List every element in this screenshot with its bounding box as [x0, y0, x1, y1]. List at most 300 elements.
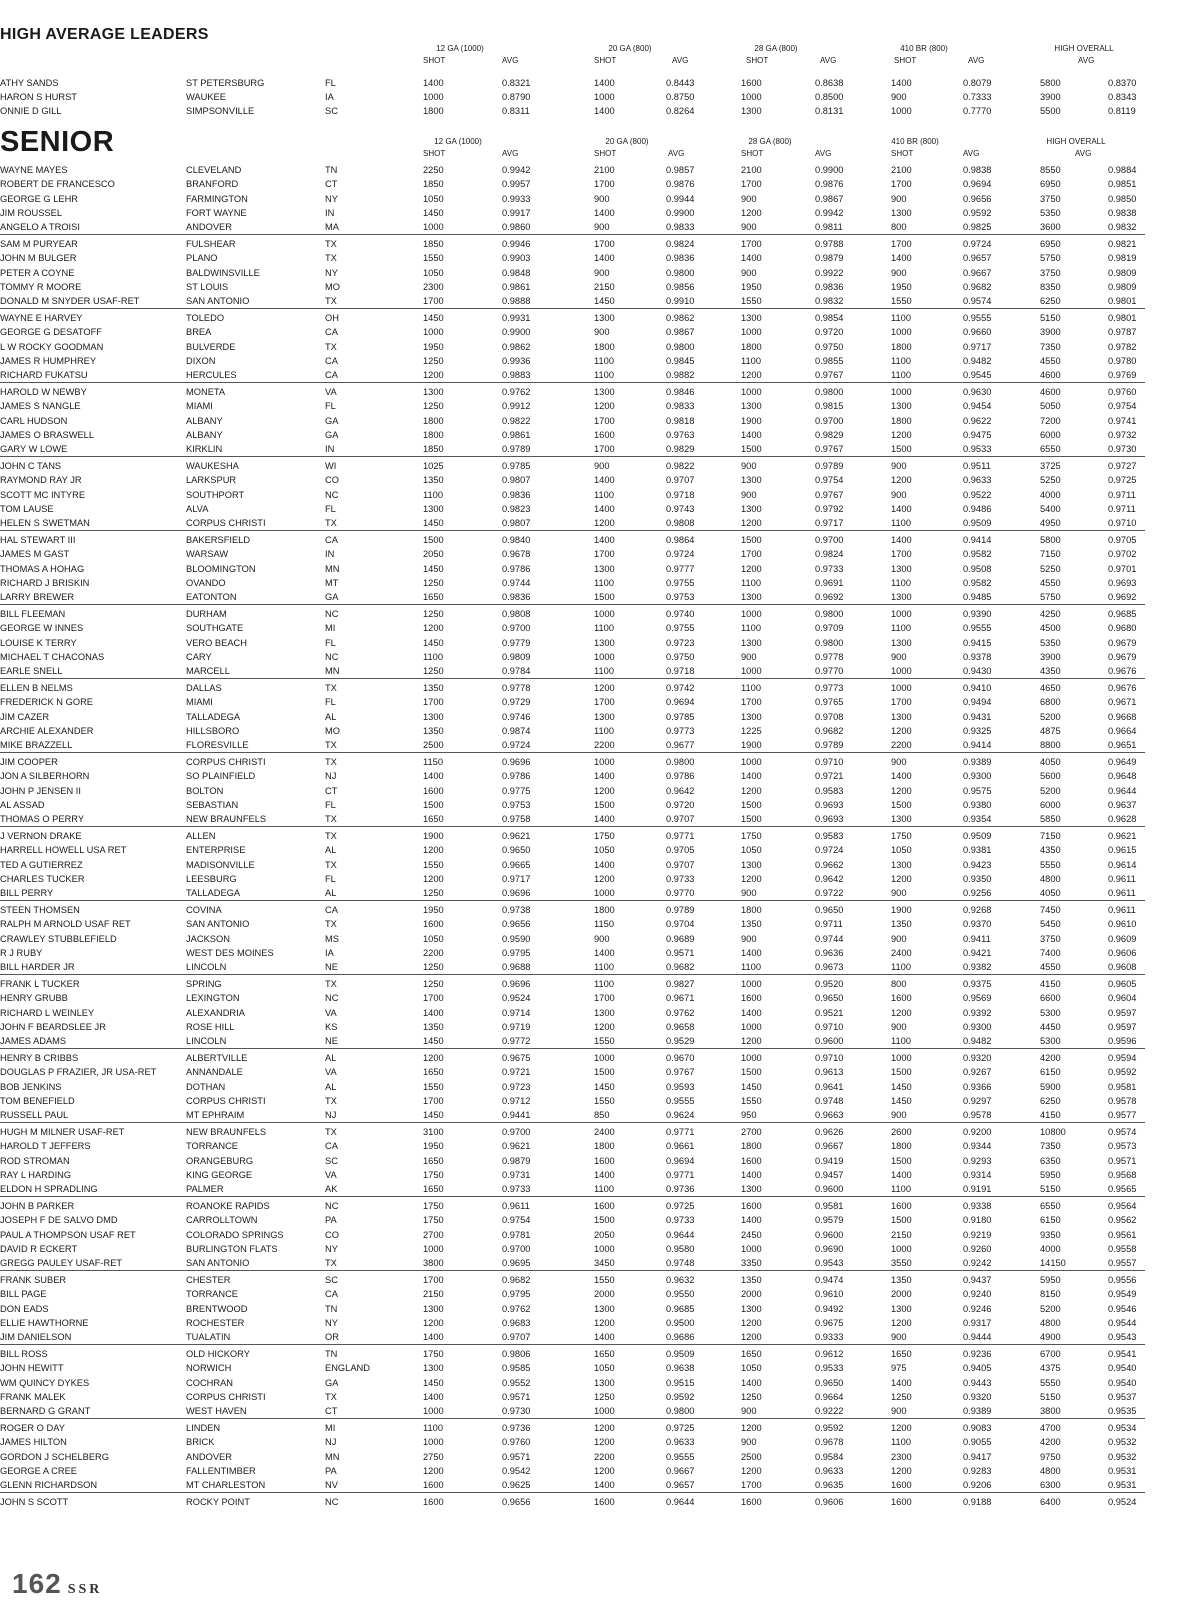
shot-12ga: 1750 [423, 1349, 444, 1359]
avg-12ga: 0.9730 [502, 1406, 531, 1417]
avg-28ga: 0.9600 [815, 1229, 844, 1240]
shooter-name: TOM BENEFIELD [0, 1095, 75, 1106]
shot-28ga: 1700 [741, 239, 762, 249]
avg-20ga: 0.8443 [666, 78, 695, 88]
avg-12ga: 0.9786 [502, 771, 531, 782]
shot-28ga: 1000 [741, 1243, 762, 1254]
shot-28ga: 1700 [741, 697, 762, 708]
shot-20ga: 1050 [594, 1363, 615, 1374]
avg-28ga: 0.9693 [815, 799, 844, 810]
avg-20ga: 0.9822 [666, 461, 695, 471]
avg-28ga: 0.9710 [815, 1021, 844, 1032]
table-row [0, 473, 1145, 487]
avg-410: 0.9454 [963, 401, 992, 412]
avg-28ga: 0.9690 [815, 1243, 844, 1254]
avg-overall: 0.9801 [1108, 313, 1137, 323]
avg-20ga: 0.9720 [666, 799, 695, 810]
avg-overall: 0.9574 [1108, 1127, 1137, 1137]
shooter-name: SAM M PURYEAR [0, 239, 78, 249]
avg-20ga: 0.9770 [666, 888, 695, 899]
shot-12ga: 2250 [423, 165, 444, 175]
shot-12ga: 2500 [423, 740, 444, 751]
avg-28ga: 0.9773 [815, 683, 844, 693]
header-shot: SHOT [423, 149, 446, 158]
shooter-name: CHARLES TUCKER [0, 873, 85, 884]
avg-20ga: 0.9633 [666, 1437, 695, 1448]
shot-12ga: 1650 [423, 814, 444, 825]
avg-20ga: 0.9845 [666, 355, 695, 366]
city: SOUTHPORT [186, 489, 245, 500]
shot-410: 1700 [891, 549, 912, 560]
avg-20ga: 0.9876 [666, 179, 695, 190]
avg-overall: 0.9568 [1108, 1169, 1137, 1180]
shot-28ga: 1200 [741, 1465, 762, 1476]
avg-410: 0.9421 [963, 947, 992, 958]
shooter-name: BILL FLEEMAN [0, 609, 66, 619]
avg-20ga: 0.9833 [666, 222, 695, 233]
shot-overall: 5750 [1040, 253, 1061, 264]
state: OR [325, 1332, 339, 1343]
shooter-name: CRAWLEY STUBBLEFIELD [0, 933, 117, 944]
shot-28ga: 2700 [741, 1127, 762, 1137]
table-row [0, 192, 1145, 206]
avg-overall: 0.8343 [1108, 92, 1137, 102]
header-avg: AVG [963, 149, 980, 158]
city: SPRING [186, 979, 222, 989]
avg-20ga: 0.9682 [666, 962, 695, 973]
shot-410: 1100 [891, 1036, 911, 1047]
shot-overall: 5950 [1040, 1275, 1061, 1285]
shot-12ga: 1700 [423, 1275, 444, 1285]
avg-28ga: 0.9675 [815, 1317, 844, 1328]
avg-overall: 0.9648 [1108, 771, 1137, 782]
shot-12ga: 1100 [423, 1423, 443, 1433]
city: ALVA [186, 503, 209, 514]
shot-12ga: 2700 [423, 1229, 444, 1240]
shot-28ga: 1100 [741, 577, 761, 588]
avg-overall: 0.9604 [1108, 993, 1137, 1004]
avg-28ga: 0.9867 [815, 193, 844, 204]
avg-20ga: 0.9742 [666, 683, 695, 693]
state: CA [325, 370, 338, 381]
avg-12ga: 0.9778 [502, 683, 531, 693]
shot-20ga: 1400 [594, 253, 615, 264]
avg-28ga: 0.9612 [815, 1349, 844, 1359]
shot-overall: 6550 [1040, 444, 1061, 455]
table-row [0, 1034, 1145, 1049]
avg-12ga: 0.9682 [502, 1275, 531, 1285]
table-row [0, 724, 1145, 738]
avg-overall: 0.9540 [1108, 1377, 1137, 1388]
shot-12ga: 2200 [423, 947, 444, 958]
header-shot: SHOT [594, 56, 617, 65]
shot-20ga: 1000 [594, 651, 615, 662]
shot-28ga: 1650 [741, 1349, 762, 1359]
avg-28ga: 0.9788 [815, 239, 844, 249]
avg-12ga: 0.9688 [502, 962, 531, 973]
city: ENTERPRISE [186, 845, 246, 856]
shot-20ga: 1300 [594, 1377, 615, 1388]
state: IA [325, 947, 334, 958]
city: MADISONVILLE [186, 859, 255, 870]
shooter-name: HARON S HURST [0, 92, 77, 102]
avg-12ga: 0.9656 [502, 1497, 531, 1507]
shot-20ga: 1400 [594, 78, 615, 88]
shooter-name: JON A SILBERHORN [0, 771, 90, 782]
shot-410: 1300 [891, 401, 912, 412]
state: NE [325, 1036, 338, 1047]
avg-overall: 0.9594 [1108, 1053, 1137, 1063]
shot-12ga: 1550 [423, 1081, 444, 1092]
state: CA [325, 1141, 338, 1152]
shot-28ga: 1400 [741, 253, 762, 264]
shot-overall: 4350 [1040, 666, 1061, 677]
shot-overall: 8350 [1040, 281, 1061, 292]
avg-410: 0.9633 [963, 475, 992, 486]
shot-20ga: 1400 [594, 106, 615, 116]
avg-12ga: 0.9753 [502, 799, 531, 810]
shot-12ga: 1400 [423, 1007, 444, 1018]
avg-28ga: 0.9691 [815, 577, 844, 588]
city: MARCELL [186, 666, 230, 677]
city: WEST DES MOINES [186, 947, 274, 958]
avg-28ga: 0.9832 [815, 296, 844, 307]
avg-overall: 0.9611 [1108, 888, 1136, 899]
state: CO [325, 1229, 339, 1240]
avg-28ga: 0.9520 [815, 979, 844, 989]
state: TN [325, 165, 338, 175]
city: LEESBURG [186, 873, 237, 884]
city: BALDWINSVILLE [186, 267, 260, 278]
state: FL [325, 503, 336, 514]
city: BLOOMINGTON [186, 563, 256, 574]
city: BREA [186, 327, 212, 338]
shot-28ga: 1050 [741, 1363, 762, 1374]
table-row [0, 163, 1145, 177]
avg-28ga: 0.9720 [815, 327, 844, 338]
shot-12ga: 1950 [423, 341, 444, 352]
table-row [0, 695, 1145, 709]
header-28ga: 28 GA (800) [754, 44, 798, 53]
avg-overall: 0.9780 [1108, 355, 1137, 366]
avg-20ga: 0.9773 [666, 725, 695, 736]
table-row [0, 1495, 1145, 1509]
avg-28ga: 0.9770 [815, 666, 844, 677]
avg-12ga: 0.9762 [502, 1303, 531, 1314]
shot-28ga: 1300 [741, 859, 762, 870]
table-row [0, 206, 1145, 220]
shooter-name: JOHN F BEARDSLEE JR [0, 1021, 106, 1032]
avg-410: 0.9293 [963, 1155, 992, 1166]
city: ALBANY [186, 429, 223, 440]
avg-20ga: 0.9771 [666, 1127, 695, 1137]
city: BULVERDE [186, 341, 236, 352]
state: KS [325, 1021, 338, 1032]
avg-12ga: 0.9807 [502, 518, 531, 529]
table-row [0, 872, 1145, 886]
avg-overall: 0.9592 [1108, 1067, 1137, 1078]
avg-410: 0.9444 [963, 1332, 992, 1343]
state: TN [325, 1349, 338, 1359]
city: BURLINGTON FLATS [186, 1243, 278, 1254]
state: GA [325, 429, 339, 440]
shot-12ga: 1300 [423, 711, 444, 722]
city: BRICK [186, 1437, 215, 1448]
avg-overall: 0.9581 [1108, 1081, 1137, 1092]
shot-28ga: 1200 [741, 207, 762, 218]
shot-overall: 5300 [1040, 1036, 1061, 1047]
avg-28ga: 0.9610 [815, 1289, 844, 1300]
avg-20ga: 0.9771 [666, 1169, 695, 1180]
shot-410: 1400 [891, 1377, 912, 1388]
avg-20ga: 0.9777 [666, 563, 695, 574]
avg-410: 0.9180 [963, 1215, 992, 1226]
shooter-name: FRANK L TUCKER [0, 979, 80, 989]
table-row [0, 932, 1145, 946]
table-row [0, 1125, 1145, 1139]
shot-overall: 4200 [1040, 1053, 1061, 1063]
avg-12ga: 0.9861 [502, 429, 531, 440]
shot-28ga: 1350 [741, 1275, 762, 1285]
state: MI [325, 1423, 336, 1433]
shot-28ga: 1800 [741, 905, 762, 915]
state: FL [325, 697, 336, 708]
state: MA [325, 222, 339, 233]
shooter-name: TOMMY R MOORE [0, 281, 82, 292]
avg-410: 0.9838 [963, 165, 992, 175]
table-row [0, 784, 1145, 798]
shooter-name: PAUL A THOMPSON USAF RET [0, 1229, 136, 1240]
shot-410: 1100 [891, 518, 911, 529]
shooter-name: GARY W LOWE [0, 444, 68, 455]
shot-20ga: 1700 [594, 239, 615, 249]
avg-410: 0.9630 [963, 387, 992, 397]
shot-overall: 4600 [1040, 370, 1061, 381]
shot-12ga: 1200 [423, 873, 444, 884]
shooter-name: DAVID R ECKERT [0, 1243, 78, 1254]
avg-overall: 0.9754 [1108, 401, 1137, 412]
table-row [0, 1154, 1145, 1168]
shot-410: 2000 [891, 1289, 912, 1300]
city: TALLADEGA [186, 711, 241, 722]
shot-28ga: 2000 [741, 1289, 762, 1300]
shot-20ga: 1200 [594, 683, 615, 693]
shot-410: 1400 [891, 253, 912, 264]
shot-12ga: 1500 [423, 799, 444, 810]
avg-28ga: 0.8131 [815, 106, 844, 116]
city: CORPUS CHRISTI [186, 757, 266, 767]
shooter-name: HELEN S SWETMAN [0, 518, 90, 529]
shot-20ga: 1100 [594, 666, 614, 677]
city: BRENTWOOD [186, 1303, 248, 1314]
state: FL [325, 799, 336, 810]
table-row [0, 829, 1145, 843]
shot-overall: 4500 [1040, 623, 1061, 634]
shot-overall: 3900 [1040, 651, 1061, 662]
shooter-name: RICHARD FUKATSU [0, 370, 88, 381]
shot-410: 800 [891, 979, 907, 989]
avg-12ga: 0.9696 [502, 979, 531, 989]
avg-28ga: 0.9811 [815, 222, 843, 233]
shot-20ga: 900 [594, 933, 610, 944]
shot-28ga: 1350 [741, 919, 762, 930]
avg-20ga: 0.9882 [666, 370, 695, 381]
shot-410: 2400 [891, 947, 912, 958]
shot-12ga: 1600 [423, 1480, 444, 1491]
shot-overall: 5200 [1040, 785, 1061, 796]
avg-410: 0.9260 [963, 1243, 992, 1254]
avg-12ga: 0.9785 [502, 461, 531, 471]
avg-410: 0.9511 [963, 461, 991, 471]
shooter-name: CARL HUDSON [0, 415, 68, 426]
shot-overall: 4800 [1040, 1465, 1061, 1476]
shot-28ga: 1300 [741, 475, 762, 486]
shot-20ga: 1700 [594, 993, 615, 1004]
avg-410: 0.9317 [963, 1317, 992, 1328]
shot-20ga: 1400 [594, 535, 615, 545]
shot-28ga: 1700 [741, 549, 762, 560]
state: TX [325, 239, 337, 249]
avg-410: 0.9375 [963, 979, 992, 989]
shot-410: 1300 [891, 563, 912, 574]
shot-overall: 9350 [1040, 1229, 1061, 1240]
city: DURHAM [186, 609, 227, 619]
avg-12ga: 0.9760 [502, 1437, 531, 1448]
avg-410: 0.9522 [963, 489, 992, 500]
table-row [0, 636, 1145, 650]
state: IN [325, 549, 335, 560]
avg-20ga: 0.9750 [666, 651, 695, 662]
avg-12ga: 0.9946 [502, 239, 531, 249]
avg-28ga: 0.9635 [815, 1480, 844, 1491]
shot-410: 3550 [891, 1258, 912, 1269]
table-row [0, 442, 1145, 457]
avg-28ga: 0.9824 [815, 549, 844, 560]
shot-12ga: 1450 [423, 563, 444, 574]
avg-12ga: 0.9611 [502, 1201, 530, 1211]
table-row [0, 977, 1145, 991]
table-row [0, 710, 1145, 724]
shot-28ga: 1300 [741, 711, 762, 722]
avg-12ga: 0.9903 [502, 253, 531, 264]
shot-28ga: 900 [741, 193, 757, 204]
shot-overall: 8550 [1040, 165, 1061, 175]
table-row [0, 576, 1145, 590]
shot-28ga: 1300 [741, 1184, 762, 1195]
state: TX [325, 1391, 337, 1402]
shot-20ga: 1100 [594, 577, 614, 588]
shot-20ga: 1500 [594, 592, 615, 603]
city: ST PETERSBURG [186, 78, 265, 88]
table-row [0, 798, 1145, 812]
shot-overall: 4650 [1040, 683, 1061, 693]
table-row [0, 414, 1145, 428]
avg-410: 0.9381 [963, 845, 992, 856]
avg-overall: 0.9537 [1108, 1391, 1137, 1402]
shot-28ga: 1000 [741, 92, 762, 102]
city: LINDEN [186, 1423, 221, 1433]
shot-410: 1350 [891, 1275, 912, 1285]
table-row [0, 266, 1145, 280]
avg-12ga: 0.8790 [502, 92, 531, 102]
avg-410: 0.9417 [963, 1451, 992, 1462]
avg-28ga: 0.9693 [815, 814, 844, 825]
shot-28ga: 1600 [741, 993, 762, 1004]
avg-12ga: 0.9933 [502, 193, 531, 204]
shooter-name: JAMES O BRASWELL [0, 429, 95, 440]
avg-12ga: 0.9883 [502, 370, 531, 381]
shot-12ga: 1000 [423, 1437, 444, 1448]
shot-410: 1350 [891, 919, 912, 930]
avg-28ga: 0.9922 [815, 267, 844, 278]
shot-12ga: 1300 [423, 1303, 444, 1314]
avg-overall: 0.9668 [1108, 711, 1137, 722]
shooter-name: JIM ROUSSEL [0, 207, 62, 218]
city: DOTHAN [186, 1081, 226, 1092]
shot-410: 1200 [891, 1317, 912, 1328]
city: BOLTON [186, 785, 224, 796]
state: VA [325, 1067, 337, 1078]
shot-410: 900 [891, 888, 907, 899]
city: JACKSON [186, 933, 230, 944]
avg-28ga: 0.9710 [815, 757, 844, 767]
table-row [0, 1376, 1145, 1390]
table-row [0, 960, 1145, 975]
avg-12ga: 0.9700 [502, 623, 531, 634]
shot-12ga: 1025 [423, 461, 444, 471]
shot-20ga: 1400 [594, 814, 615, 825]
shot-28ga: 1300 [741, 503, 762, 514]
shot-overall: 4450 [1040, 1021, 1061, 1032]
table-row [0, 220, 1145, 235]
shot-410: 1500 [891, 1215, 912, 1226]
shooter-name: ELLEN B NELMS [0, 683, 73, 693]
shooter-name: HAROLD W NEWBY [0, 387, 87, 397]
avg-overall: 0.9692 [1108, 592, 1137, 603]
shot-410: 2200 [891, 740, 912, 751]
avg-overall: 0.9573 [1108, 1141, 1137, 1152]
shooter-name: RAY L HARDING [0, 1169, 72, 1180]
avg-20ga: 0.9694 [666, 697, 695, 708]
shot-12ga: 1250 [423, 401, 444, 412]
avg-410: 0.9219 [963, 1229, 992, 1240]
avg-overall: 0.9571 [1108, 1155, 1137, 1166]
avg-28ga: 0.9663 [815, 1110, 844, 1121]
avg-28ga: 0.9744 [815, 933, 844, 944]
state: NC [325, 993, 339, 1004]
avg-28ga: 0.9633 [815, 1465, 844, 1476]
avg-overall: 0.9679 [1108, 637, 1137, 648]
avg-12ga: 0.9650 [502, 845, 531, 856]
state: FL [325, 637, 336, 648]
avg-overall: 0.9562 [1108, 1215, 1137, 1226]
shot-overall: 4050 [1040, 888, 1061, 899]
state: TX [325, 683, 337, 693]
avg-overall: 0.9531 [1108, 1480, 1137, 1491]
state: NC [325, 609, 339, 619]
shot-20ga: 1000 [594, 1053, 615, 1063]
shot-overall: 7200 [1040, 415, 1061, 426]
shot-20ga: 1000 [594, 609, 615, 619]
shot-overall: 5350 [1040, 207, 1061, 218]
shot-28ga: 2100 [741, 165, 762, 175]
state: TX [325, 253, 337, 264]
avg-410: 0.9378 [963, 651, 992, 662]
avg-20ga: 0.9725 [666, 1201, 695, 1211]
avg-12ga: 0.9822 [502, 415, 531, 426]
table-row [0, 886, 1145, 901]
avg-20ga: 0.9500 [666, 1317, 695, 1328]
